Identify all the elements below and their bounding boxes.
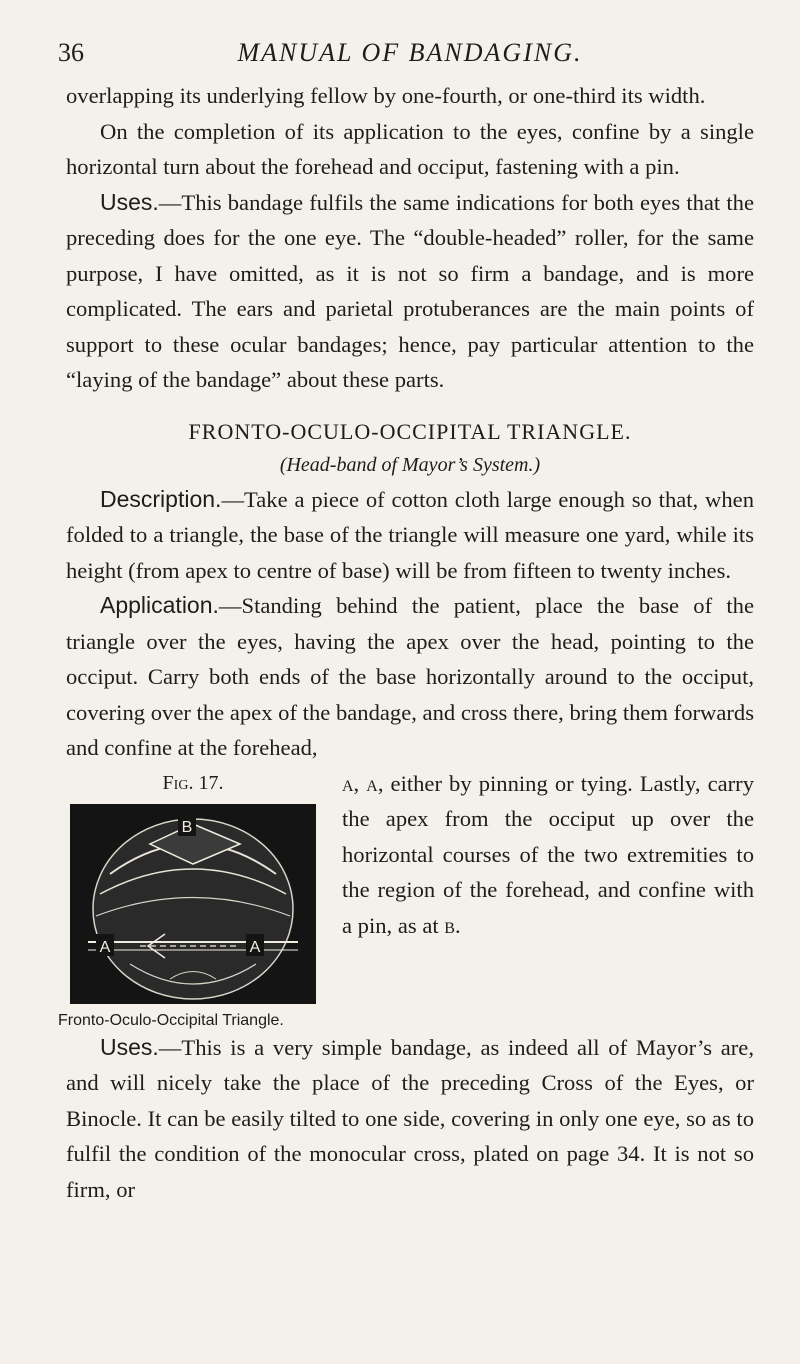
figure-caption: Fronto-Oculo-Occipital Triangle. bbox=[58, 1011, 284, 1029]
application-letter-b: b. bbox=[444, 912, 461, 938]
paragraph-continuation: overlapping its underlying fellow by one-fourth, or one-third its width. bbox=[66, 83, 706, 108]
paragraph-description bbox=[66, 482, 754, 589]
application-text-b: either by pinning or tying. Lastly, carry the apex from the occiput up over the horizontal courses of the two extremities to the region of the forehead, and confine with a pin, as at bbox=[342, 770, 754, 938]
uses-text: —This bandage fulfils the same indications for both eyes that the preceding does for the one eye. The “double-headed” roller, for the same purpose, I have omitted, as it is not so firm a bandage, and is more complicated. The ears and parietal protuberances are the main points of support to these ocular bandages; hence, pay particular attention to the “laying of the bandage” about these parts. bbox=[66, 189, 754, 392]
figure-marker-a-left: A bbox=[99, 938, 111, 956]
paragraph-application bbox=[66, 588, 754, 766]
figure-label: Fig. 17. bbox=[162, 771, 224, 794]
figure-marker-b: B bbox=[181, 818, 193, 836]
triangle-bandage-illustration bbox=[70, 804, 316, 1004]
application-label: Application. bbox=[100, 592, 219, 618]
section-title: FRONTO-OCULO-OCCIPITAL TRIANGLE. bbox=[188, 418, 632, 444]
application-letters-aa: a, a, bbox=[342, 770, 384, 796]
uses-label: Uses. bbox=[100, 188, 159, 215]
uses-text-2: —This is a very simple bandage, as indeed all of Mayor’s are, and will nicely take the place of the preceding Cross of the Eyes, or Binocle. It can be easily tilted to one side, covering in only one eye, so as to fulfil the condition of the monocular cross, plated on page 34. It is not so firm, or bbox=[66, 1034, 754, 1202]
figure-marker-a-right: A bbox=[249, 938, 261, 956]
application-text-a: —Standing behind the patient, place the base of the triangle over the eyes, having the apex over the head, pointing to the occiput. Carry both ends of the base horizontally around to the occiput, covering over the apex of the bandage, and cross there, bring them forwards and confine at the forehead, bbox=[66, 593, 754, 760]
paragraph-completion: On the completion of its application to the eyes, confine by a single horizontal turn about the forehead and occiput, fastening with a pin. bbox=[66, 118, 754, 179]
paragraph-uses-1 bbox=[66, 185, 754, 398]
description-text: —Take a piece of cotton cloth large enough so that, when folded to a triangle, the base of the triangle will measure one yard, while its height (from apex to centre of base) will be from fifteen to twenty inches. bbox=[66, 486, 754, 583]
paragraph-uses-2 bbox=[66, 1030, 754, 1208]
book-page bbox=[58, 30, 754, 1207]
running-title: MANUAL OF BANDAGING. bbox=[237, 38, 583, 67]
section-subtitle: (Head-band of Mayor’s System.) bbox=[279, 453, 541, 476]
uses-label-2: Uses. bbox=[100, 1033, 159, 1060]
figure-17 bbox=[58, 766, 328, 1030]
description-label: Description. bbox=[100, 485, 222, 512]
page-header bbox=[58, 30, 754, 78]
page-number: 36 bbox=[58, 38, 84, 67]
